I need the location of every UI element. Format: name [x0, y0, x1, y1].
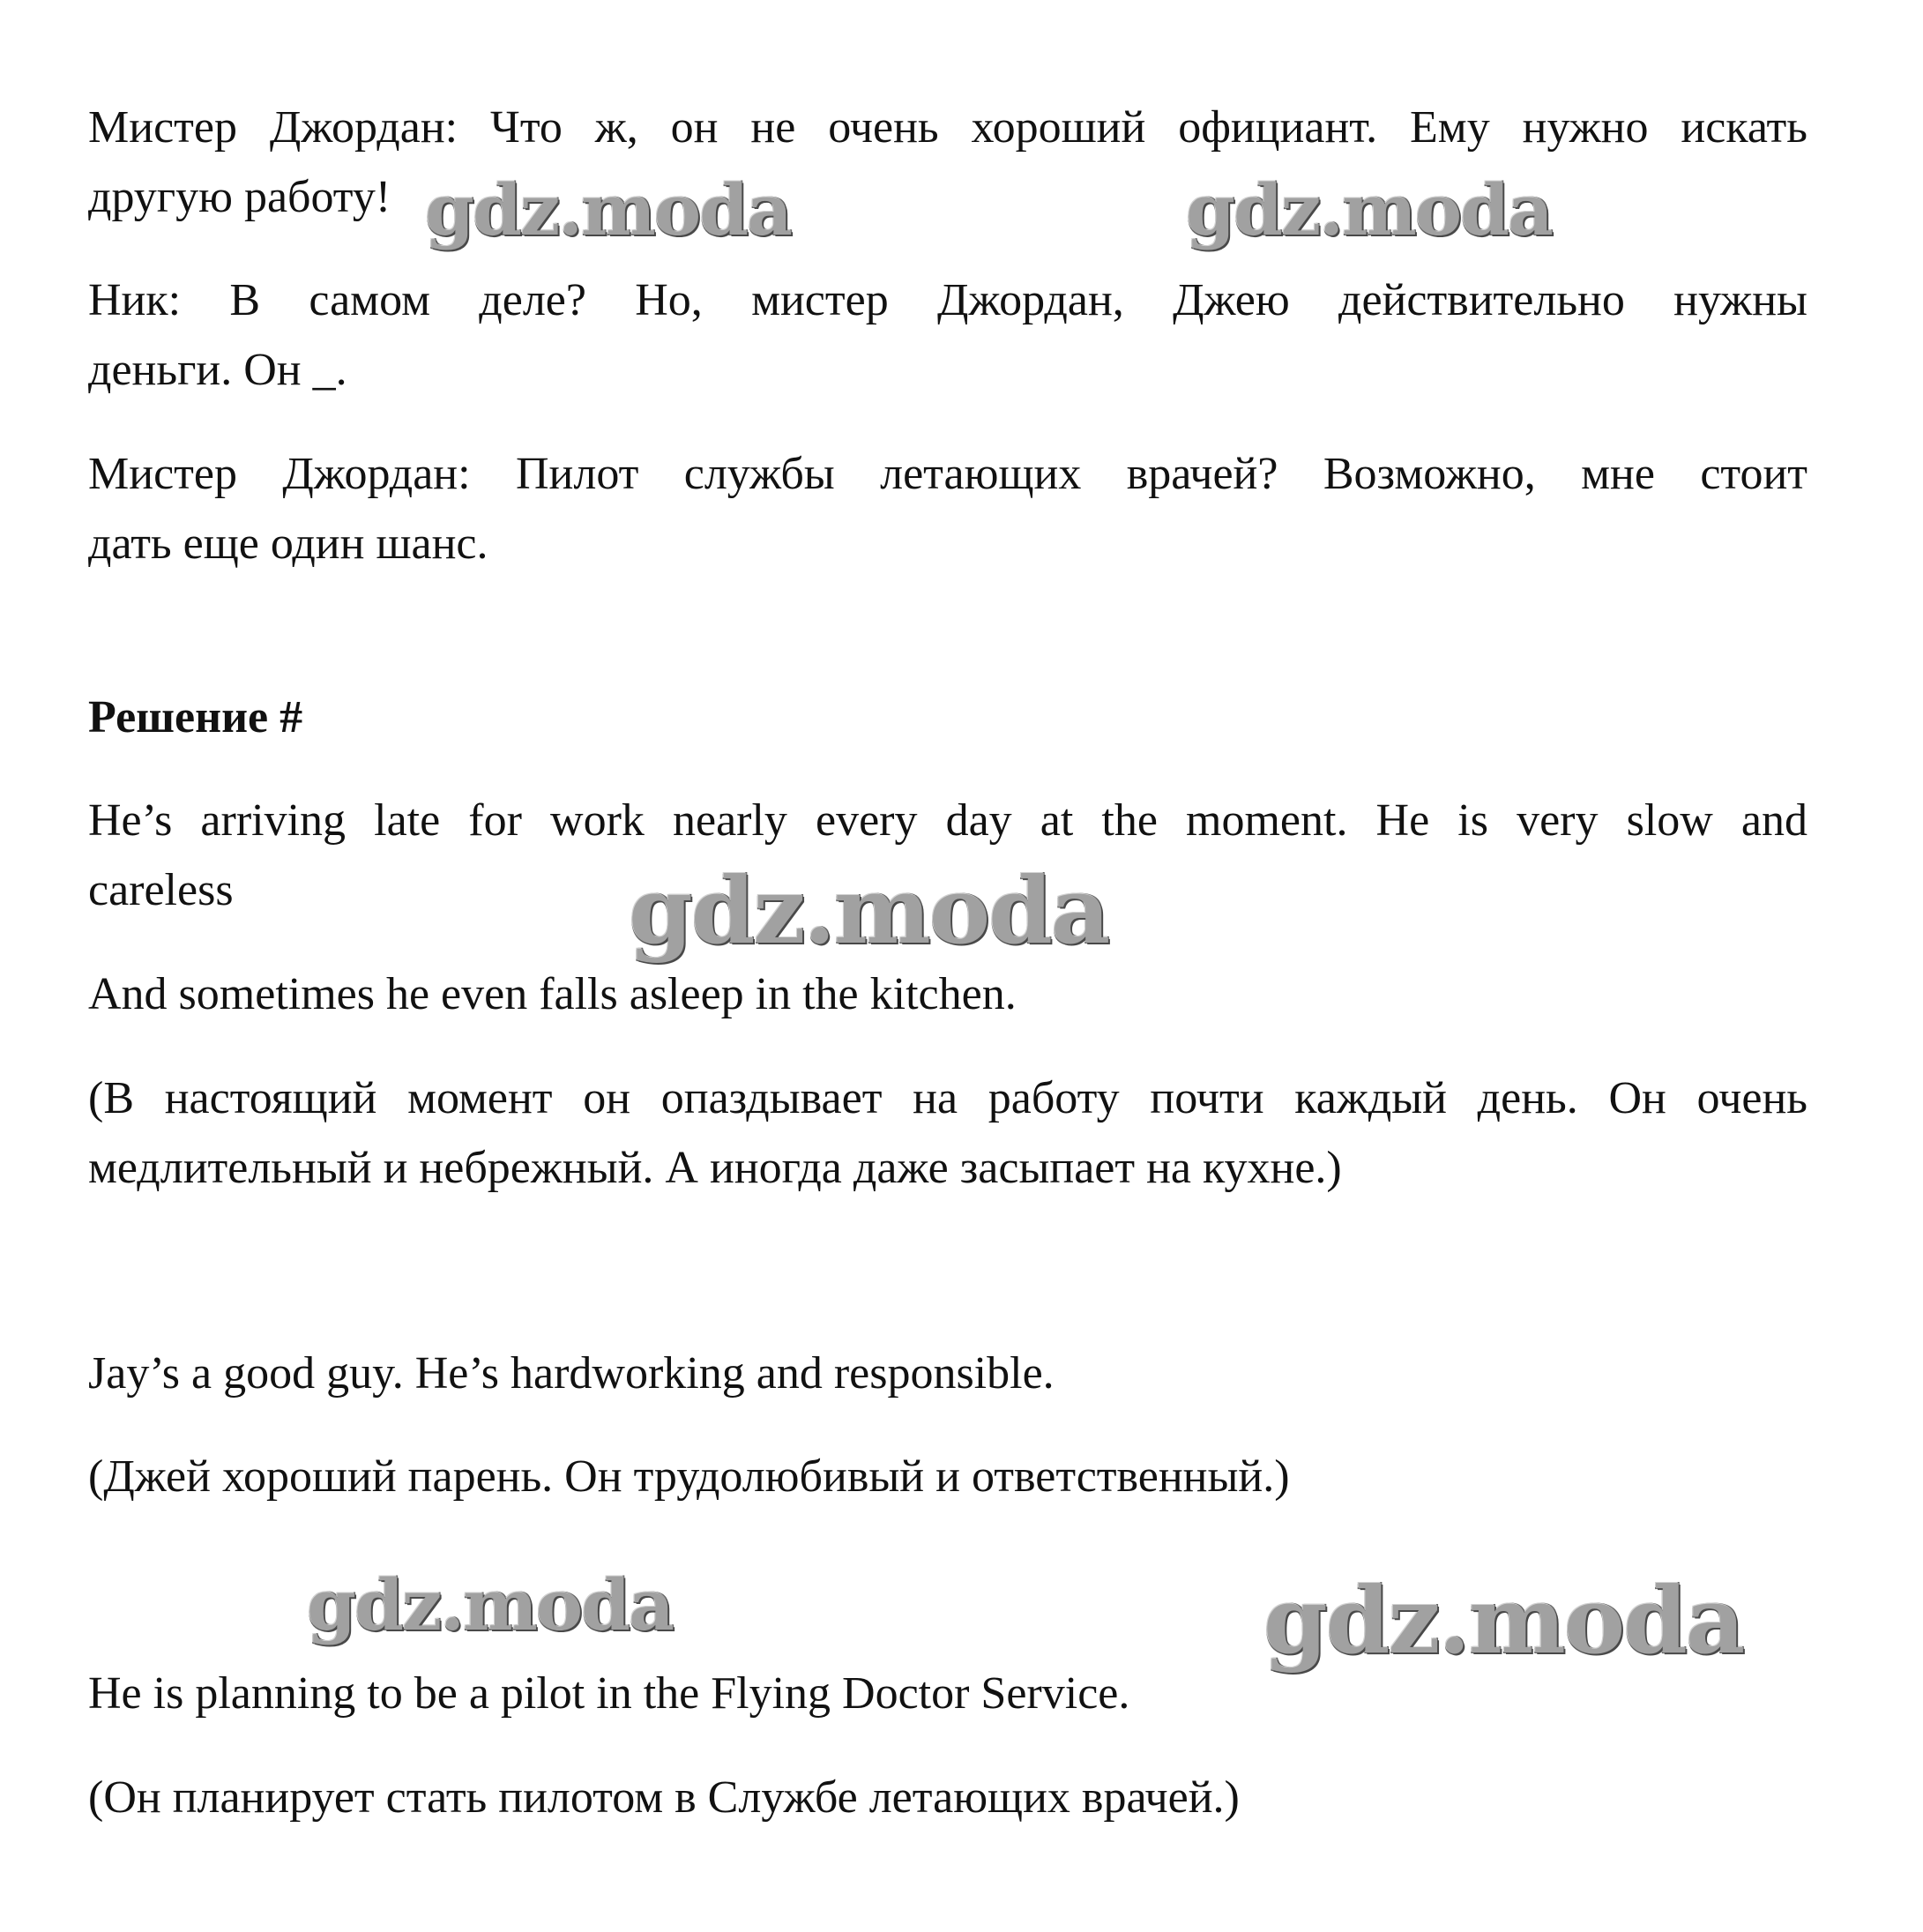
watermark-logo: gdz.moda	[629, 856, 1109, 965]
nick-line-a: Ник: В самом деле? Но, мистер Джордан, Джею действительно нужны	[88, 275, 1807, 325]
solution-para-3: Jay’s a good guy. He’s hardworking and responsible.	[88, 1348, 1055, 1399]
jordan-line-1a: Мистер Джордан: Что ж, он не очень хороший официант. Ему нужно искать	[88, 102, 1807, 153]
solution-para-1a: He’s arriving late for work nearly every day at the moment. He is very slow and	[88, 795, 1807, 846]
watermark-logo: gdz.moda	[1186, 168, 1552, 251]
watermark-logo: gdz.moda	[307, 1563, 673, 1646]
jordan-line-1b: другую работу!	[88, 172, 391, 222]
solution-translation-1a: (В настоящий момент он опаздывает на работу почти каждый день. Он очень	[88, 1073, 1807, 1123]
solution-heading: Решение #	[88, 692, 303, 742]
solution-para-1b: careless	[88, 865, 234, 915]
solution-para-4: He is planning to be a pilot in the Flying Doctor Service.	[88, 1668, 1130, 1719]
watermark-logo: gdz.moda	[1263, 1566, 1744, 1675]
solution-translation-1b: медлительный и небрежный. А иногда даже засыпает на кухне.)	[88, 1143, 1342, 1193]
solution-translation-2: (Джей хороший парень. Он трудолюбивый и ответственный.)	[88, 1451, 1290, 1502]
solution-para-2: And sometimes he even falls asleep in the kitchen.	[88, 969, 1017, 1019]
nick-line-b: деньги. Он _.	[88, 345, 347, 395]
jordan-line-2b: дать еще один шанс.	[88, 518, 488, 569]
jordan-line-2a: Мистер Джордан: Пилот службы летающих врачей? Возможно, мне стоит	[88, 449, 1807, 499]
solution-translation-3: (Он планирует стать пилотом в Службе летающих врачей.)	[88, 1772, 1240, 1823]
watermark-logo: gdz.moda	[425, 168, 791, 251]
